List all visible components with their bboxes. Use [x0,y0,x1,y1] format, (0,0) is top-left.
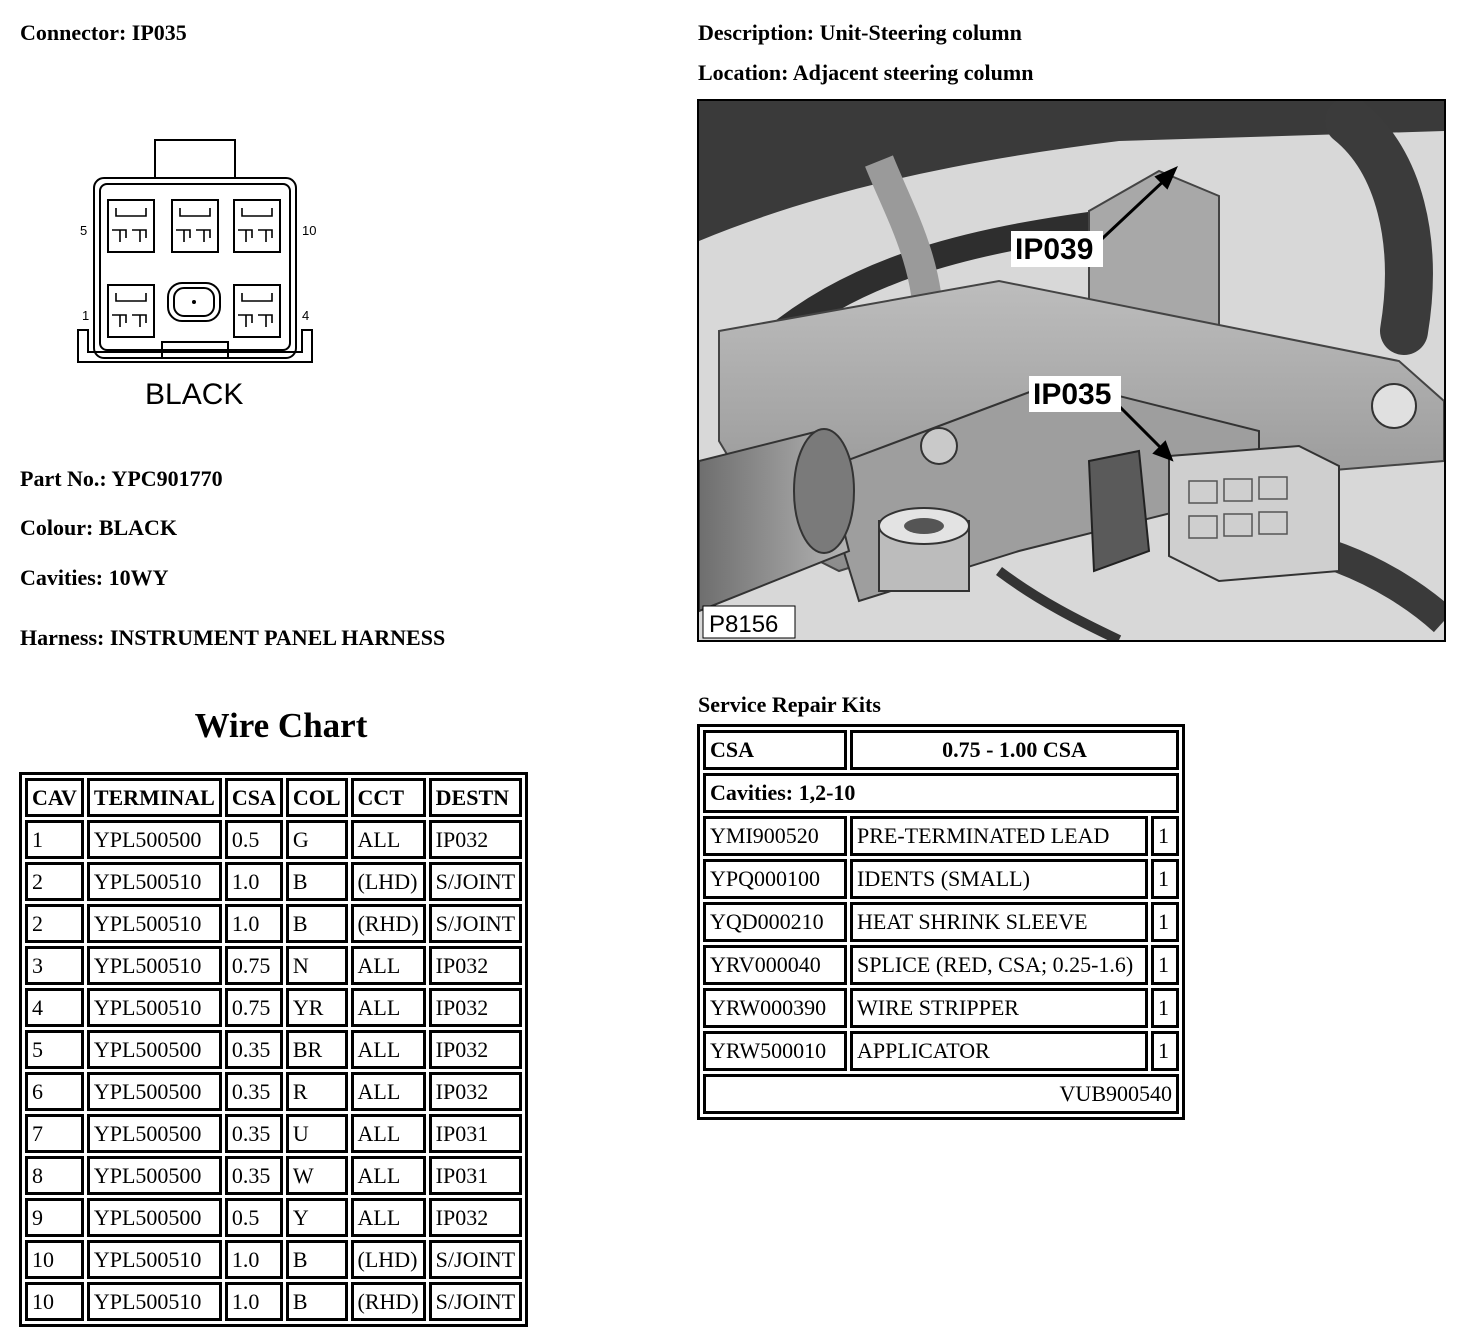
connector-colour-label: BLACK [145,378,244,411]
wire-cell-destn: S/JOINT [429,1282,522,1321]
wire-cell-col: Y [286,1198,348,1237]
wire-cell-cct: ALL [351,1198,426,1237]
wire-cell-destn: IP031 [429,1114,522,1153]
service-kits-table [697,724,1185,1120]
kit-part-number: YMI900520 [703,816,847,856]
kit-part-number: YQD000210 [703,902,847,942]
callout-ip039: IP039 [1015,233,1094,266]
location-photo [697,99,1446,642]
kit-number: VUB900540 [703,1074,1179,1114]
wire-chart-row [25,988,522,1027]
kit-description: PRE-TERMINATED LEAD [850,816,1148,856]
wire-cell-cct: (RHD) [351,904,426,943]
header-cav: CAV [25,778,84,817]
wire-cell-terminal: YPL500510 [87,862,222,901]
colour-label: Colour: BLACK [20,515,178,540]
kit-quantity: 1 [1151,988,1179,1028]
pin-label-5: 5 [80,223,88,238]
wire-chart-row [25,862,522,901]
wire-cell-cav: 9 [25,1198,84,1237]
wire-chart-row [25,1114,522,1153]
header-destn: DESTN [429,778,522,817]
header-cct: CCT [351,778,426,817]
wire-cell-csa: 1.0 [225,904,283,943]
steering-column-illustration [699,101,1444,640]
wire-cell-col: B [286,1282,348,1321]
kit-description: SPLICE (RED, CSA; 0.25-1.6) [850,945,1148,985]
wire-chart-row [25,946,522,985]
wire-cell-terminal: YPL500500 [87,1114,222,1153]
wire-cell-col: B [286,904,348,943]
wire-cell-cav: 10 [25,1282,84,1321]
wire-cell-csa: 1.0 [225,1240,283,1279]
kit-part-number: YPQ000100 [703,859,847,899]
header-csa: CSA [225,778,283,817]
wire-cell-destn: IP032 [429,820,522,859]
wire-cell-csa: 0.35 [225,1072,283,1111]
service-kits-title: Service Repair Kits [698,692,881,717]
wire-chart-title: Wire Chart [194,706,368,745]
connector-label: Connector: IP035 [20,20,187,45]
wire-cell-col: G [286,820,348,859]
wire-cell-cav: 10 [25,1240,84,1279]
wire-cell-csa: 0.75 [225,946,283,985]
wire-cell-cav: 5 [25,1030,84,1069]
wire-cell-cct: ALL [351,946,426,985]
wire-cell-cav: 3 [25,946,84,985]
wire-chart-row [25,1030,522,1069]
wire-cell-col: U [286,1114,348,1153]
wire-cell-csa: 1.0 [225,1282,283,1321]
wire-cell-cct: ALL [351,1030,426,1069]
wire-cell-cav: 2 [25,862,84,901]
wire-cell-cav: 2 [25,904,84,943]
wire-chart-row [25,1072,522,1111]
wire-cell-terminal: YPL500510 [87,1240,222,1279]
connector-face-diagram [70,130,330,415]
wire-chart-row [25,820,522,859]
wire-cell-destn: S/JOINT [429,1240,522,1279]
pin-label-10: 10 [302,223,317,238]
kit-description: APPLICATOR [850,1031,1148,1071]
wire-cell-cct: ALL [351,1156,426,1195]
kit-part-number: YRW000390 [703,988,847,1028]
kits-csa-value: 0.75 - 1.00 CSA [850,730,1179,770]
wire-cell-destn: IP032 [429,1198,522,1237]
kits-cavities-row [703,773,1179,813]
wire-cell-col: YR [286,988,348,1027]
wire-cell-csa: 0.5 [225,1198,283,1237]
wire-cell-cav: 8 [25,1156,84,1195]
kit-part-number: YRV000040 [703,945,847,985]
kit-description: WIRE STRIPPER [850,988,1148,1028]
wire-cell-cct: (LHD) [351,862,426,901]
kit-item-row [703,988,1179,1028]
wire-cell-destn: S/JOINT [429,862,522,901]
wire-cell-col: R [286,1072,348,1111]
description-label: Description: Unit-Steering column [698,20,1022,45]
kits-csa-label: CSA [703,730,847,770]
kit-item-row [703,1031,1179,1071]
wire-cell-terminal: YPL500500 [87,820,222,859]
wire-cell-terminal: YPL500510 [87,904,222,943]
location-label: Location: Adjacent steering column [698,60,1034,85]
header-col: COL [286,778,348,817]
cavities-label: Cavities: 10WY [20,565,169,590]
kit-quantity: 1 [1151,945,1179,985]
part-number: Part No.: YPC901770 [20,466,223,491]
kits-cavities: Cavities: 1,2-10 [703,773,1179,813]
wire-cell-terminal: YPL500510 [87,988,222,1027]
wire-cell-cct: ALL [351,820,426,859]
wire-cell-cav: 7 [25,1114,84,1153]
wire-chart-row [25,1282,522,1321]
pin-label-1: 1 [82,308,90,323]
pin-label-4: 4 [302,308,310,323]
wire-cell-cav: 1 [25,820,84,859]
wire-cell-cct: ALL [351,1072,426,1111]
wire-cell-terminal: YPL500510 [87,946,222,985]
wire-cell-destn: IP032 [429,988,522,1027]
kit-item-row [703,902,1179,942]
wire-chart-header-row [25,778,522,817]
kit-item-row [703,945,1179,985]
kit-quantity: 1 [1151,816,1179,856]
wire-cell-terminal: YPL500500 [87,1198,222,1237]
kit-quantity: 1 [1151,902,1179,942]
wire-cell-destn: IP032 [429,946,522,985]
wire-cell-cct: (LHD) [351,1240,426,1279]
wire-cell-csa: 1.0 [225,862,283,901]
wire-cell-terminal: YPL500500 [87,1030,222,1069]
wire-chart-row [25,904,522,943]
kit-quantity: 1 [1151,1031,1179,1071]
kit-description: IDENTS (SMALL) [850,859,1148,899]
wire-chart-row [25,1240,522,1279]
harness-label: Harness: INSTRUMENT PANEL HARNESS [20,625,446,650]
wire-cell-cct: ALL [351,1114,426,1153]
wire-cell-terminal: YPL500510 [87,1282,222,1321]
wire-cell-csa: 0.35 [225,1156,283,1195]
wire-cell-csa: 0.75 [225,988,283,1027]
wire-chart-table [19,772,528,1327]
figure-id: P8156 [709,611,779,638]
wire-chart-row [25,1198,522,1237]
wire-cell-csa: 0.5 [225,820,283,859]
kit-item-row [703,816,1179,856]
wire-cell-col: B [286,1240,348,1279]
kits-number-row [703,1074,1179,1114]
wire-cell-cav: 4 [25,988,84,1027]
wire-cell-col: N [286,946,348,985]
wire-chart-row [25,1156,522,1195]
wire-cell-csa: 0.35 [225,1030,283,1069]
wire-cell-cct: ALL [351,988,426,1027]
kit-quantity: 1 [1151,859,1179,899]
kit-part-number: YRW500010 [703,1031,847,1071]
wire-cell-destn: IP032 [429,1072,522,1111]
wire-cell-destn: IP031 [429,1156,522,1195]
wire-cell-cav: 6 [25,1072,84,1111]
wire-cell-col: W [286,1156,348,1195]
wire-cell-col: BR [286,1030,348,1069]
wire-cell-col: B [286,862,348,901]
callout-ip035: IP035 [1033,378,1112,411]
wire-cell-csa: 0.35 [225,1114,283,1153]
header-terminal: TERMINAL [87,778,222,817]
wire-cell-cct: (RHD) [351,1282,426,1321]
wire-cell-terminal: YPL500500 [87,1072,222,1111]
wire-cell-destn: IP032 [429,1030,522,1069]
kit-item-row [703,859,1179,899]
kit-description: HEAT SHRINK SLEEVE [850,902,1148,942]
wire-cell-destn: S/JOINT [429,904,522,943]
kits-csa-row [703,730,1179,770]
wire-cell-terminal: YPL500500 [87,1156,222,1195]
